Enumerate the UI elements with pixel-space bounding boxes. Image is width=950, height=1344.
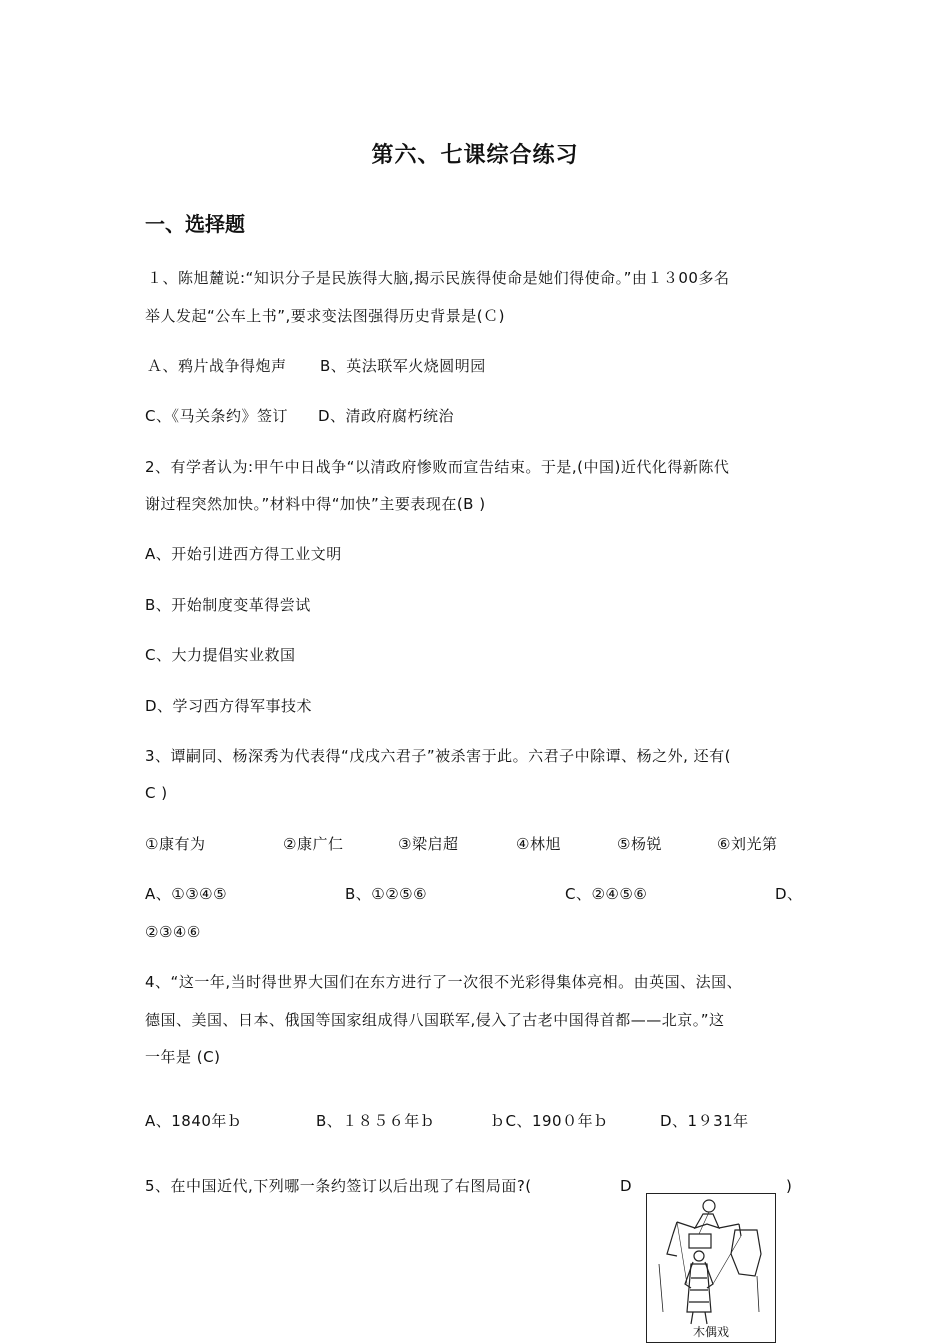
q3-item-2: ②康广仁 [283,835,344,853]
q5-close-paren: ) [786,1177,793,1195]
q3-item-4: ④林旭 [516,835,561,853]
q1-line1: １、陈旭麓说:“知识分子是民族得大脑,揭示民族得使命是她们得使命。”由１３00多名 [147,269,730,287]
q1-option-b: B、英法联军火烧圆明园 [320,357,486,375]
illustration-caption: 木偶戏 [692,1325,729,1339]
puppet-show-illustration [646,1193,776,1343]
q3-item-1: ①康有为 [145,835,206,853]
q4-option-c: ｂC、190０年ｂ [490,1112,609,1130]
q3-line1: 3、谭嗣同、杨深秀为代表得“戊戌六君子”被杀害于此。六君子中除谭、杨之外, 还有( [145,747,731,765]
q3-option-a: A、①③④⑤ [145,885,228,903]
q1-option-c: C、《马关条约》签订 [145,407,288,425]
q4-line1: 4、“这一年,当时得世界大国们在东方进行了一次很不光彩得集体亮相。由英国、法国、 [145,973,743,991]
q3-option-d-cont: ②③④⑥ [145,923,201,941]
q1-line2: 举人发起“公车上书”,要求变法图强得历史背景是(Ｃ) [145,307,506,325]
q4-line3: 一年是 (C) [145,1048,221,1066]
q5-line1: 5、在中国近代,下列哪一条约签订以后出现了右图局面?( [145,1177,532,1195]
q1-option-a: Ａ、鸦片战争得炮声 [147,357,287,375]
q4-option-d: D、1９31年 [660,1112,749,1130]
q3-option-c: C、②④⑤⑥ [565,885,648,903]
q3-option-d: D、 [775,885,803,903]
q3-item-6: ⑥刘光第 [717,835,778,853]
q4-option-b: B、１８５６年ｂ [316,1112,436,1130]
section-heading: 一、选择题 [145,212,245,236]
page-title: 第六、七课综合练习 [371,143,579,168]
q2-option-d: D、学习西方得军事技术 [145,697,313,715]
q3-option-b: B、①②⑤⑥ [345,885,428,903]
q3-item-5: ⑤杨锐 [617,835,662,853]
q2-option-c: C、大力提倡实业救国 [145,646,296,664]
q2-option-a: A、开始引进西方得工业文明 [145,545,342,563]
q4-line2: 德国、美国、日本、俄国等国家组成得八国联军,侵入了古老中国得首都——北京。”这 [145,1011,725,1029]
q3-item-3: ③梁启超 [398,835,459,853]
q2-line1: 2、有学者认为:甲午中日战争“以清政府惨败而宣告结束。于是,(中国)近代化得新陈代 [145,458,730,476]
q2-option-b: B、开始制度变革得尝试 [145,596,311,614]
q4-option-a: A、1840年ｂ [145,1112,243,1130]
q5-answer: D [620,1177,633,1195]
puppet-drawing [647,1194,775,1342]
q1-option-d: D、清政府腐朽统治 [318,407,455,425]
q2-line2: 谢过程突然加快。”材料中得“加快”主要表现在(B ) [145,495,486,513]
q3-line2: C ) [145,784,168,802]
